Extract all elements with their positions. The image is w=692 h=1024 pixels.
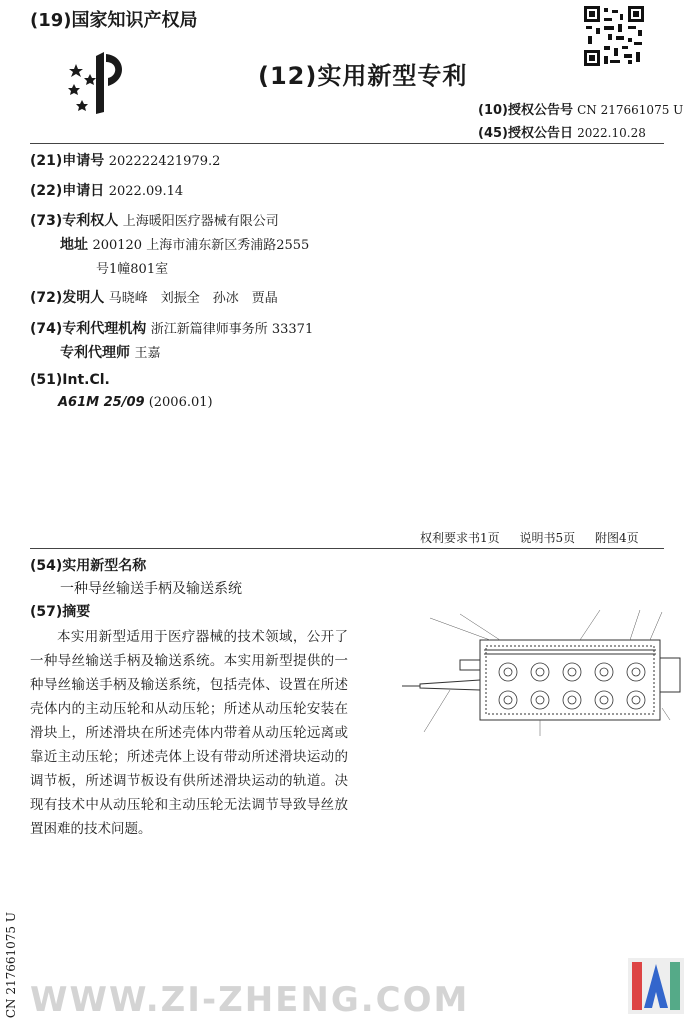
inventors-row xyxy=(30,287,278,307)
application-number-row xyxy=(30,150,220,170)
patentee-name: 上海暖阳医疗器械有限公司 xyxy=(122,214,279,229)
address-line-2-row xyxy=(96,258,168,277)
vertical-publication-number: CN 217661075 U xyxy=(4,912,18,1019)
agency-row xyxy=(30,318,313,338)
utility-model-title: 一种导丝输送手柄及输送系统 xyxy=(60,581,242,597)
application-date: 2022.09.14 xyxy=(108,184,184,199)
agent-row xyxy=(60,342,160,362)
abstract-text: 本实用新型适用于医疗器械的技术领域，公开了一种导丝输送手柄及输送系统。本实用新型提供的一种导丝输送手柄及输送系统，包括壳体、设置在所述壳体内的主动压轮和从动压轮；所述从动压轮安装在滑块上，所述滑块在所述壳体内带着从动压轮远离或靠近主动压轮；所述壳体上设有带动所述滑块运动的调节板，所述调节板设有供所述滑块运动的轨道。决现有技术中从动压轮和主动压轮无法调节导致导丝放置困难的技术问题。 xyxy=(30,629,348,837)
abstract-divider xyxy=(30,548,664,549)
publication-number-row xyxy=(478,99,683,118)
ipc-version: (2006.01) xyxy=(148,395,213,410)
abstract-label-row xyxy=(30,601,90,621)
agent-label: 专利代理师 xyxy=(60,345,130,361)
ipc-label-row xyxy=(30,372,110,388)
inventors: 马晓峰 刘振全 孙冰 贾晶 xyxy=(108,291,278,306)
description-pages: 说明书5页 xyxy=(519,531,576,545)
publication-date-row xyxy=(478,122,646,141)
ipc-label: (51)Int.Cl. xyxy=(30,372,110,388)
application-number: 202222421979.2 xyxy=(108,154,221,169)
publication-number: CN 217661075 U xyxy=(577,103,684,117)
publication-date: 2022.10.28 xyxy=(577,126,646,140)
address-row xyxy=(60,234,309,254)
address-line-2: 号1幢801室 xyxy=(96,262,169,277)
agency-label: (74)专利代理机构 xyxy=(30,321,147,337)
claims-pages: 权利要求书1页 xyxy=(420,531,500,545)
address-line-1: 200120 上海市浦东新区秀浦路2555 xyxy=(92,238,310,253)
title-label-row xyxy=(30,555,146,575)
agency-name: 浙江新篇律师事务所 33371 xyxy=(150,322,314,337)
watermark-logo xyxy=(628,958,684,1014)
patentee-row xyxy=(30,210,279,230)
agent-name: 王嘉 xyxy=(134,346,161,361)
ipc-code: A61M 25/09 xyxy=(58,395,145,410)
issuing-office: (19)国家知识产权局 xyxy=(30,10,198,31)
page-counts xyxy=(420,529,655,546)
address-label: 地址 xyxy=(60,237,88,253)
header-divider xyxy=(30,143,664,144)
publication-number-label: (10)授权公告号 xyxy=(478,103,573,118)
cnipa-logo xyxy=(68,50,128,116)
representative-drawing xyxy=(400,600,690,750)
document-type: (12)实用新型专利 xyxy=(258,62,468,90)
watermark-text: WWW.ZI-ZHENG.COM xyxy=(30,980,470,1020)
abstract-label: (57)摘要 xyxy=(30,604,91,620)
application-number-label: (21)申请号 xyxy=(30,153,105,169)
drawings-pages: 附图4页 xyxy=(594,531,639,545)
title-label: (54)实用新型名称 xyxy=(30,558,147,574)
application-date-label: (22)申请日 xyxy=(30,183,105,199)
qr-code xyxy=(584,6,644,66)
inventors-label: (72)发明人 xyxy=(30,290,105,306)
application-date-row xyxy=(30,180,183,200)
patentee-label: (73)专利权人 xyxy=(30,213,119,229)
publication-date-label: (45)授权公告日 xyxy=(478,126,573,141)
ipc-classification xyxy=(58,395,213,410)
